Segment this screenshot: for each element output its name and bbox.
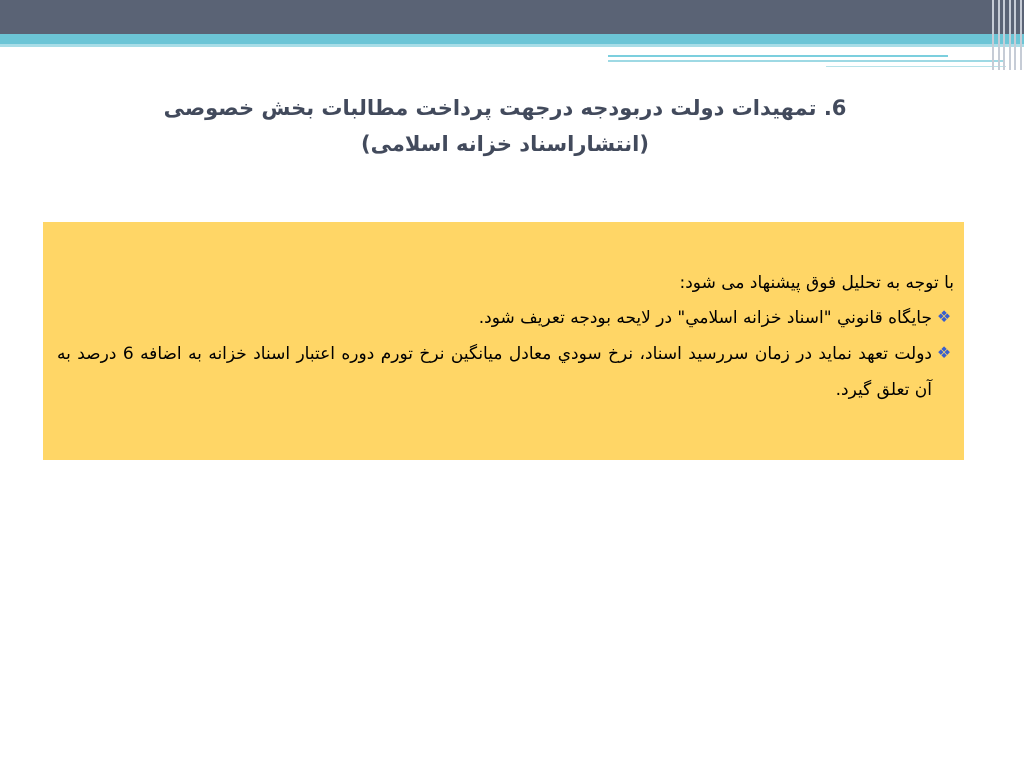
decorative-line	[608, 55, 948, 57]
title-line-2: (انتشاراسناد خزانه اسلامی)	[361, 132, 649, 156]
decorative-line	[826, 66, 1006, 67]
bullet-text: دولت تعهد نمايد در زمان سررسيد اسناد، نرخ سودي معادل ميانگين نرخ تورم دوره اعتبار اسناد خزانه به اضافه 6 درصد به آن تعلق گيرد.	[57, 344, 932, 400]
header-accent-band	[0, 34, 1024, 44]
intro-text: با توجه به تحليل فوق پيشنهاد می شود:	[679, 273, 954, 293]
content-box	[43, 222, 964, 460]
slide-title	[120, 90, 890, 162]
title-line-1: 6. تمهیدات دولت دربودجه درجهت پرداخت مطالبات بخش خصوصی	[163, 96, 847, 120]
bullet-item	[57, 336, 954, 408]
diamond-dots-icon: ❖	[936, 307, 952, 326]
header-bar	[0, 0, 1024, 34]
bullet-text: جايگاه قانوني "اسناد خزانه اسلامي" در لايحه بودجه تعريف شود.	[478, 308, 932, 328]
decorative-line	[608, 60, 1003, 62]
bullet-item	[57, 300, 954, 336]
header-accent-thin	[0, 44, 1024, 47]
decorative-vertical-stripes	[990, 0, 1024, 70]
diamond-dots-icon: ❖	[936, 343, 952, 362]
